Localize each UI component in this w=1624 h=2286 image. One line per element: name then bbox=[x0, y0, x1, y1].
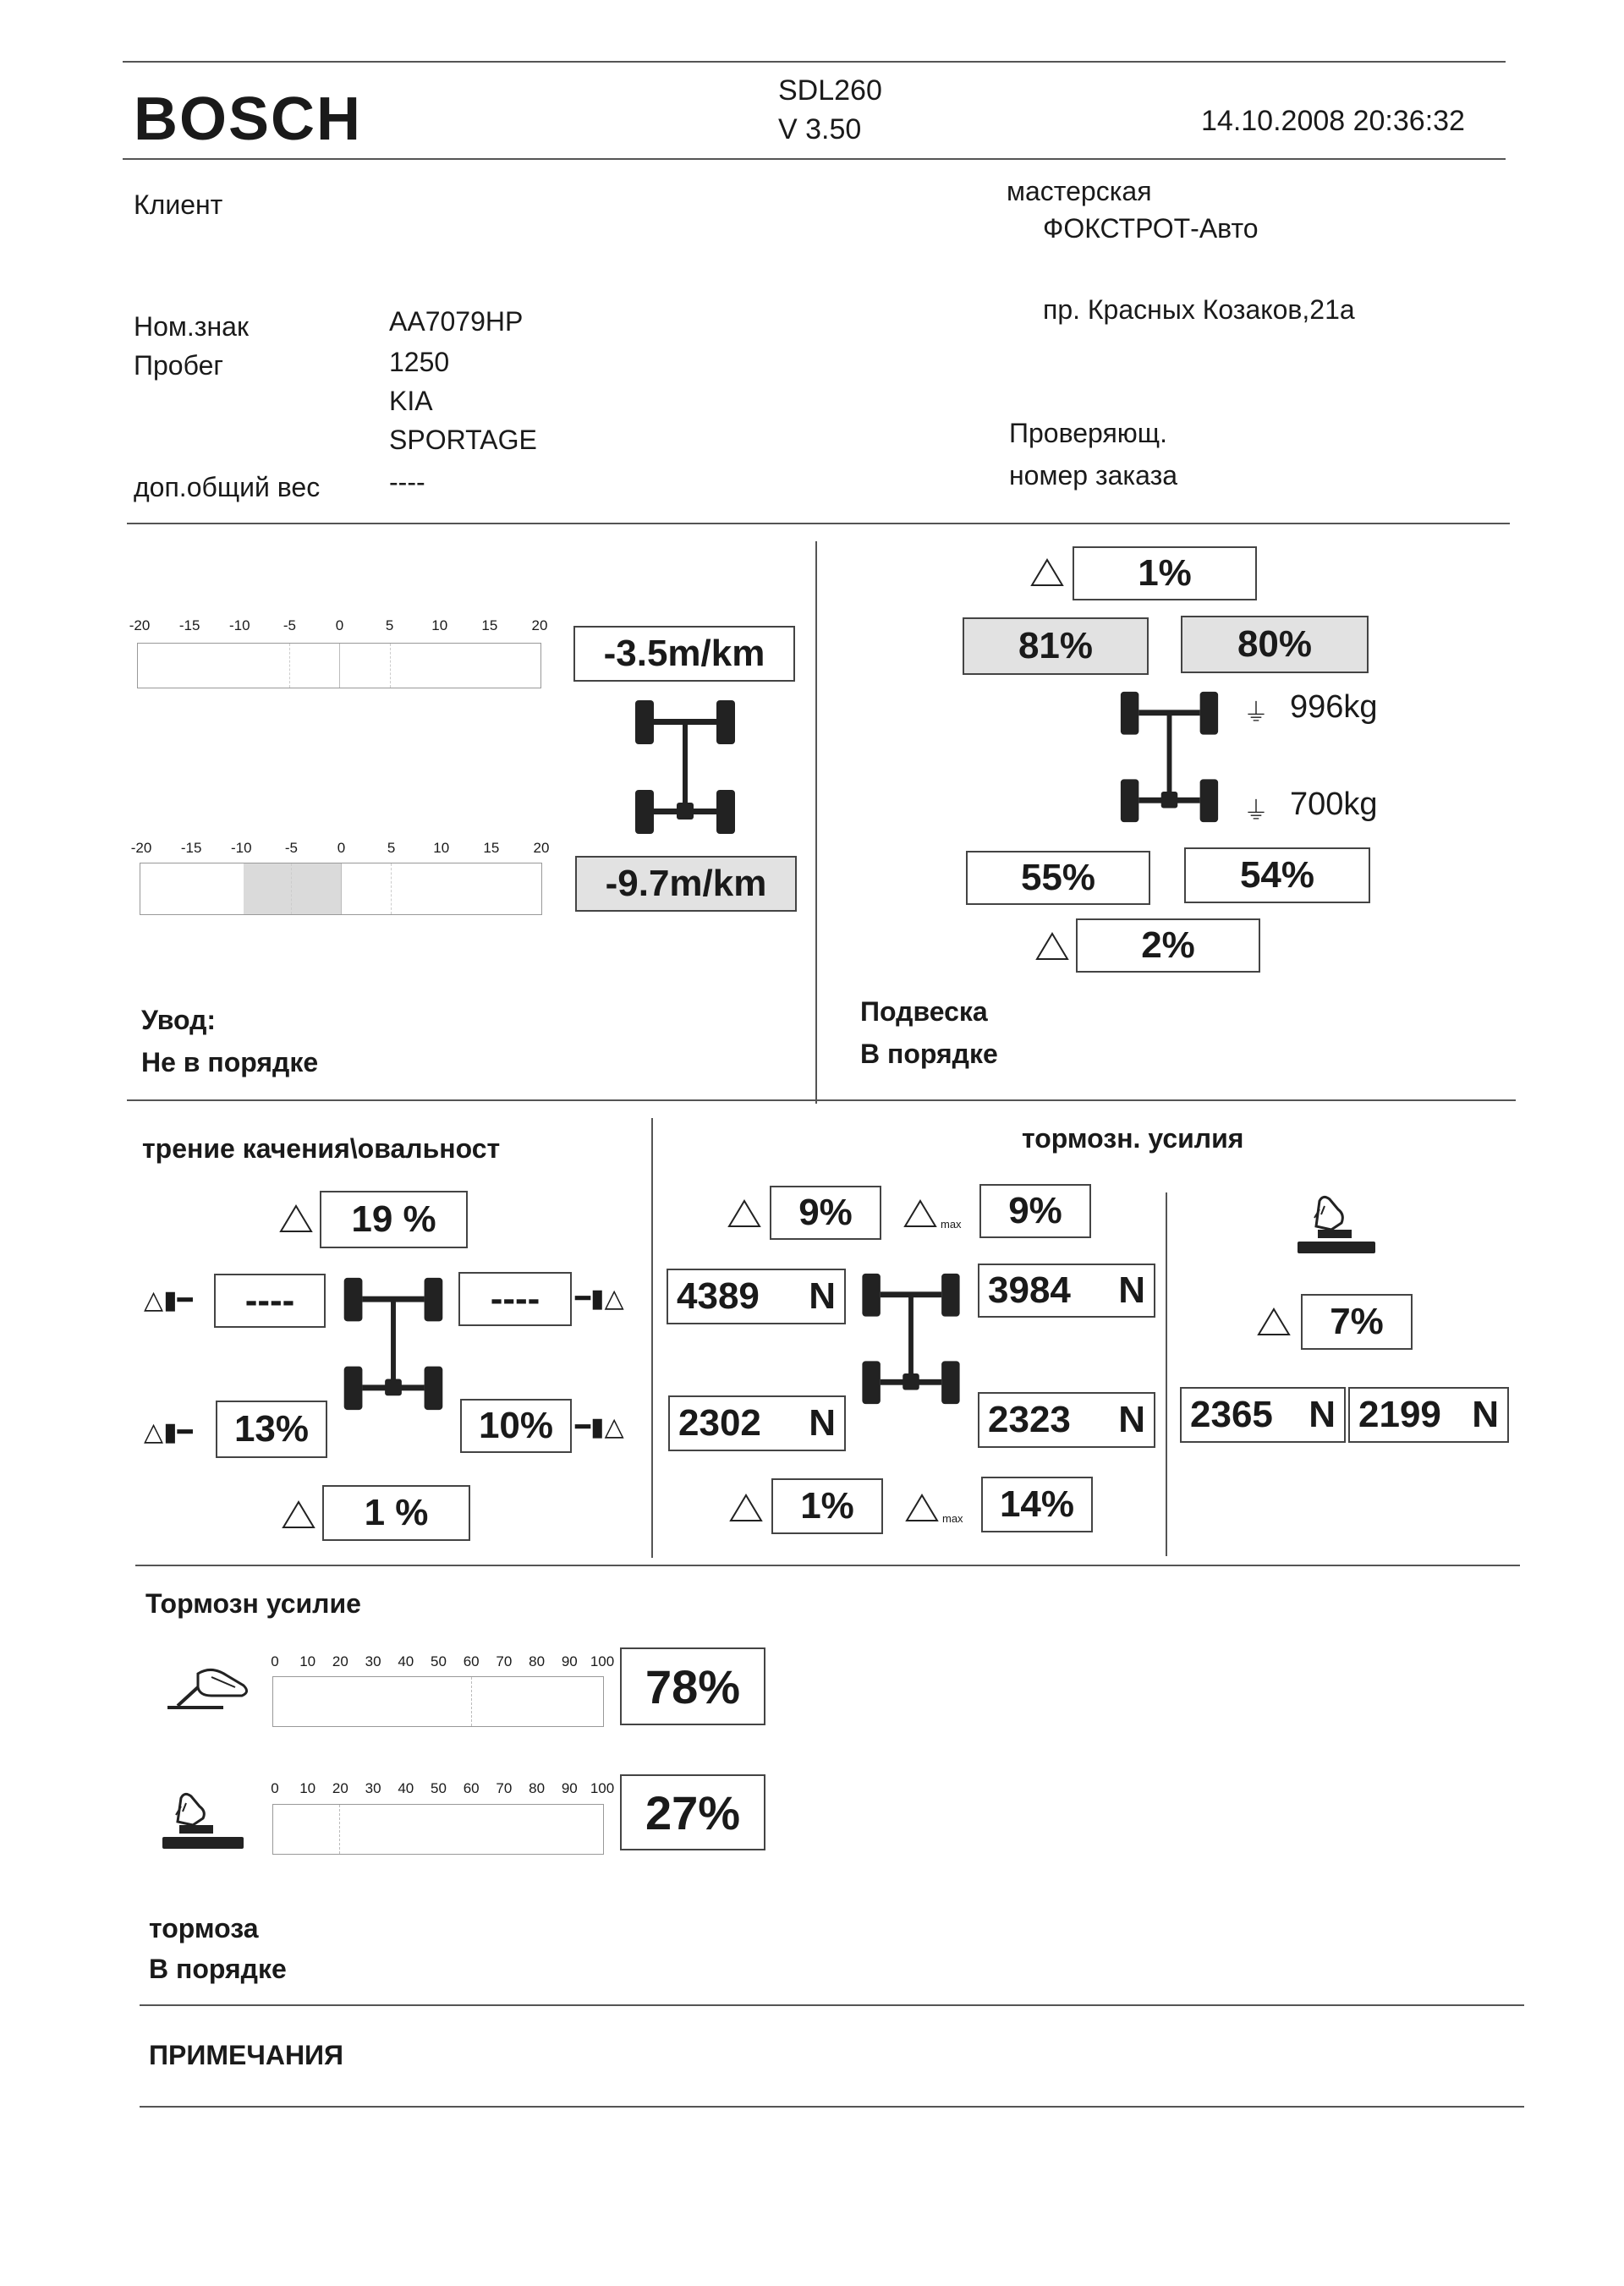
delta-max-label: max bbox=[941, 1218, 962, 1231]
scale-tick-label: 15 bbox=[481, 617, 498, 633]
scale-tick-label: 50 bbox=[431, 1780, 447, 1796]
scale-tick-label: -5 bbox=[284, 840, 298, 856]
brake-front-right-value: 3984 bbox=[988, 1269, 1071, 1311]
brake-rear-left bbox=[668, 1395, 846, 1451]
workshop-name: ФОКСТРОТ-Авто bbox=[1043, 213, 1259, 244]
rolling-front-right: ---- bbox=[458, 1272, 572, 1326]
scale-tick-label: 10 bbox=[433, 840, 450, 856]
brake-front-left bbox=[667, 1269, 846, 1324]
slip-rear-value: -9.7m/km bbox=[575, 856, 797, 912]
foot-pedal-icon bbox=[161, 1662, 254, 1713]
unit-label: N bbox=[1472, 1394, 1499, 1435]
unit-label: N bbox=[1118, 1269, 1145, 1311]
brake-front-left-value: 4389 bbox=[677, 1275, 760, 1317]
vehicle-model: SPORTAGE bbox=[389, 425, 537, 455]
axle-diagram-icon bbox=[338, 1273, 448, 1415]
scale-tick-label: 0 bbox=[337, 840, 346, 856]
scale-tick-label: 50 bbox=[431, 1653, 447, 1669]
slip-front-value: -3.5m/km bbox=[573, 626, 795, 682]
slip-status: Не в порядке bbox=[141, 1047, 319, 1077]
rolling-front-left: ---- bbox=[214, 1274, 326, 1328]
unit-label: N bbox=[1309, 1394, 1336, 1435]
rolling-title: трение качения\овальност bbox=[142, 1133, 501, 1164]
park-right-value: 2199 bbox=[1358, 1394, 1441, 1435]
scale-tick-label: 10 bbox=[431, 617, 448, 633]
device-model: SDL260 bbox=[778, 74, 882, 107]
scale-tick-label: 20 bbox=[531, 617, 548, 633]
service-brake-effort: 78% bbox=[620, 1647, 765, 1725]
scale-tick-label: 5 bbox=[385, 617, 394, 633]
axle-diagram-icon bbox=[630, 695, 740, 839]
hand-brake-icon bbox=[1294, 1192, 1379, 1258]
client-label: Клиент bbox=[134, 189, 223, 220]
scale-tick-label: 10 bbox=[299, 1780, 316, 1796]
brake-effort-title: Тормозн усилие bbox=[145, 1588, 361, 1619]
unit-label: N bbox=[1118, 1399, 1145, 1440]
brake-front-delta: 9% bbox=[770, 1186, 881, 1240]
plate-label: Ном.знак bbox=[134, 311, 249, 342]
delta-icon bbox=[1035, 932, 1069, 961]
notes-title: ПРИМЕЧАНИЯ bbox=[149, 2040, 344, 2070]
susp-front-left: 81% bbox=[963, 617, 1149, 675]
gross-weight-value: ---- bbox=[389, 467, 425, 497]
delta-icon bbox=[727, 1199, 761, 1228]
scale-tick-label: 0 bbox=[271, 1780, 279, 1796]
scale-tick-label: 70 bbox=[496, 1653, 513, 1669]
rolling-rear-left: 13% bbox=[216, 1401, 327, 1458]
scale-tick-label: 40 bbox=[398, 1780, 414, 1796]
delta-icon bbox=[1257, 1307, 1291, 1336]
scale-tick-label: 100 bbox=[590, 1780, 615, 1796]
gross-weight-label: доп.общий вес bbox=[134, 472, 321, 502]
mileage-value: 1250 bbox=[389, 347, 450, 377]
scale-tick-label: 80 bbox=[529, 1653, 546, 1669]
order-number-label: номер заказа bbox=[1009, 460, 1178, 491]
scale-tick-label: -5 bbox=[283, 617, 296, 633]
report-datetime: 14.10.2008 20:36:32 bbox=[1201, 105, 1465, 137]
susp-rear-left: 55% bbox=[966, 851, 1150, 905]
slip-bar-rear bbox=[140, 863, 542, 915]
scale-tick-label: 20 bbox=[332, 1653, 348, 1669]
brake-rear-right bbox=[978, 1392, 1155, 1448]
scale-tick-label: 40 bbox=[398, 1653, 414, 1669]
plate-value: AA7079HP bbox=[389, 306, 524, 337]
brakes-label: тормоза bbox=[149, 1913, 259, 1943]
brake-rear-delta: 1% bbox=[771, 1478, 883, 1534]
scale-tick-label: 70 bbox=[496, 1780, 513, 1796]
weight-icon: ⏚ bbox=[1243, 798, 1269, 825]
workshop-address: пр. Красных Козаков,21а bbox=[1043, 294, 1355, 325]
scale-tick-label: 90 bbox=[561, 1780, 578, 1796]
susp-rear-delta: 2% bbox=[1076, 918, 1260, 973]
susp-front-weight: 996kg bbox=[1290, 689, 1378, 725]
effort-bar-park bbox=[272, 1804, 604, 1855]
brake-forces-title: тормозн. усилия bbox=[1022, 1123, 1244, 1154]
brake-rear-left-value: 2302 bbox=[678, 1402, 761, 1444]
slip-title: Увод: bbox=[141, 1005, 217, 1035]
wheel-sensor-icon: △▮━ bbox=[144, 1286, 193, 1314]
park-brake-effort: 27% bbox=[620, 1774, 765, 1850]
brake-rear-delta-max: 14% bbox=[981, 1477, 1093, 1532]
delta-icon bbox=[729, 1494, 763, 1522]
device-version: V 3.50 bbox=[778, 113, 862, 145]
brake-rear-right-value: 2323 bbox=[988, 1399, 1071, 1440]
delta-max-icon bbox=[905, 1494, 939, 1522]
workshop-label: мастерская bbox=[1007, 176, 1152, 206]
suspension-status: В порядке bbox=[860, 1039, 998, 1069]
scale-tick-label: -15 bbox=[178, 617, 200, 633]
axle-diagram-icon bbox=[1112, 687, 1226, 827]
susp-front-right: 80% bbox=[1181, 616, 1369, 673]
suspension-title: Подвеска bbox=[860, 996, 988, 1027]
rolling-rear-delta: 1 % bbox=[322, 1485, 470, 1541]
scale-tick-label: 15 bbox=[483, 840, 500, 856]
hand-brake-icon bbox=[161, 1791, 245, 1852]
scale-tick-label: 30 bbox=[365, 1780, 381, 1796]
unit-label: N bbox=[809, 1402, 836, 1444]
scale-tick-label: 90 bbox=[561, 1653, 578, 1669]
susp-rear-weight: 700kg bbox=[1290, 787, 1378, 822]
delta-max-label: max bbox=[942, 1512, 963, 1525]
wheel-sensor-icon: ━▮△ bbox=[575, 1413, 624, 1441]
rolling-rear-right: 10% bbox=[460, 1399, 572, 1453]
wheel-sensor-icon: ━▮△ bbox=[575, 1285, 624, 1313]
park-left-value: 2365 bbox=[1190, 1394, 1273, 1435]
brake-front-delta-max: 9% bbox=[979, 1184, 1091, 1238]
slip-bar-front bbox=[137, 643, 541, 688]
scale-tick-label: 5 bbox=[387, 840, 396, 856]
scale-tick-label: -10 bbox=[230, 840, 252, 856]
unit-label: N bbox=[809, 1275, 836, 1317]
brake-front-right bbox=[978, 1264, 1155, 1318]
scale-tick-label: 20 bbox=[533, 840, 550, 856]
susp-front-delta: 1% bbox=[1073, 546, 1257, 600]
delta-icon bbox=[282, 1500, 315, 1529]
scale-tick-label: 10 bbox=[299, 1653, 316, 1669]
brand-logo: BOSCH bbox=[134, 85, 363, 153]
scale-tick-label: -15 bbox=[180, 840, 202, 856]
scale-tick-label: -20 bbox=[130, 840, 152, 856]
wheel-sensor-icon: △▮━ bbox=[144, 1418, 193, 1446]
weight-icon: ⏚ bbox=[1243, 699, 1269, 727]
delta-max-icon bbox=[903, 1199, 937, 1228]
susp-rear-right: 54% bbox=[1184, 847, 1370, 903]
scale-tick-label: 100 bbox=[590, 1653, 615, 1669]
park-delta: 7% bbox=[1301, 1294, 1413, 1350]
scale-tick-label: 80 bbox=[529, 1780, 546, 1796]
mileage-label: Пробег bbox=[134, 350, 224, 381]
scale-tick-label: 60 bbox=[463, 1780, 480, 1796]
scale-tick-label: 0 bbox=[335, 617, 344, 633]
scale-tick-label: -20 bbox=[129, 617, 151, 633]
scale-tick-label: 20 bbox=[332, 1780, 348, 1796]
axle-diagram-icon bbox=[856, 1269, 966, 1409]
delta-icon bbox=[1030, 558, 1064, 587]
inspector-label: Проверяющ. bbox=[1009, 418, 1168, 448]
scale-tick-label: -10 bbox=[228, 617, 250, 633]
park-right bbox=[1348, 1387, 1509, 1443]
scale-tick-label: 0 bbox=[271, 1653, 279, 1669]
rolling-front-delta: 19 % bbox=[320, 1191, 468, 1248]
delta-icon bbox=[279, 1204, 313, 1233]
park-left bbox=[1180, 1387, 1346, 1443]
effort-bar-service bbox=[272, 1676, 604, 1727]
vehicle-make: KIA bbox=[389, 386, 433, 416]
scale-tick-label: 30 bbox=[365, 1653, 381, 1669]
brakes-status: В порядке bbox=[149, 1954, 287, 1984]
scale-tick-label: 60 bbox=[463, 1653, 480, 1669]
